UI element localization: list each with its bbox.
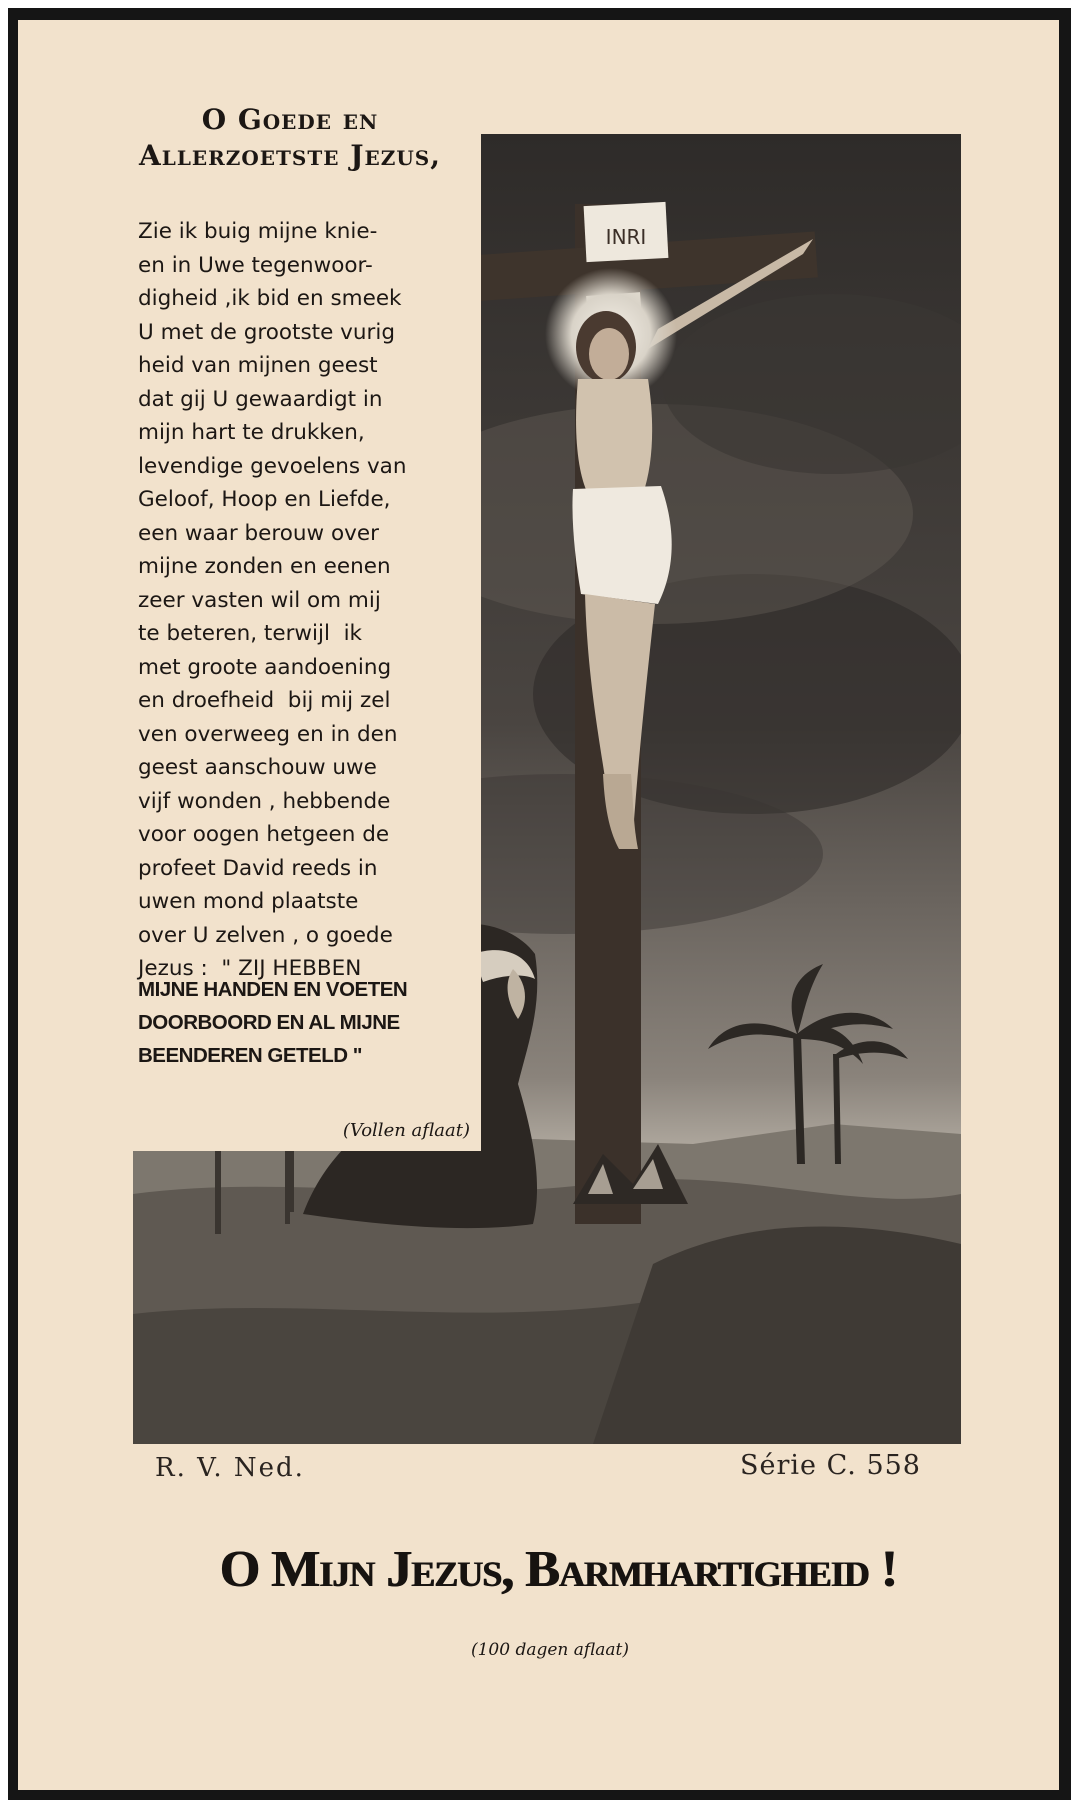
series-number: Série C. 558 [740, 1450, 921, 1481]
publisher-mark: R. V. Ned. [155, 1453, 305, 1483]
indulgence-note-ejaculation: (100 dagen aflaat) [470, 1640, 629, 1660]
prayer-line: dat gij U gewaardigt in [138, 386, 383, 412]
prayer-text [138, 215, 478, 986]
prayer-line: voor oogen hetgeen de [138, 822, 390, 847]
prayer-line: heid van mijnen geest [138, 353, 378, 378]
prayer-quote-line: BEENDEREN GETELD " [138, 1044, 362, 1067]
prayer-line: Geloof, Hoop en Liefde, [138, 487, 391, 512]
prayer-quote-line: MIJNE HANDEN EN VOETEN [138, 978, 408, 1001]
prayer-line: Zie ik buig mijne knie- [138, 219, 378, 244]
inri-label: INRI [605, 225, 647, 249]
indulgence-note-prayer: (Vollen aflaat) [342, 1120, 470, 1141]
prayer-line: mijne zonden en eenen [138, 554, 391, 579]
prayer-line: te beteren, terwijl ik [138, 621, 363, 646]
prayer-line: geest aanschouw uwe [138, 755, 377, 780]
prayer-quote-line: DOORBOORD EN AL MIJNE [138, 1011, 400, 1034]
prayer-quote [138, 973, 478, 1072]
prayer-line: levendige gevoelens van [138, 453, 407, 479]
prayer-line: ven overweeg en in den [138, 721, 398, 747]
prayer-line: met groote aandoening [138, 654, 392, 680]
prayer-line: Jezus : " ZIJ HEBBEN [138, 956, 362, 981]
prayer-line: en droefheid bij mij zel [138, 688, 391, 713]
prayer-line: zeer vasten wil om mij [138, 587, 381, 613]
prayer-line: een waar berouw over [138, 520, 379, 546]
prayer-line: mijn hart te drukken, [138, 420, 365, 445]
prayer-title: O Goede en Allerzoetste Jezus, [139, 103, 441, 172]
prayer-line: over U zelven , o goede [138, 922, 393, 948]
prayer-line: en in Uwe tegenwoor- [138, 252, 373, 278]
ejaculation-prayer: O Mijn Jezus, Barmhartigheid ! [219, 1541, 897, 1598]
prayer-line: digheid ,ik bid en smeek [138, 286, 402, 311]
prayer-line: uwen mond plaatste [138, 889, 359, 914]
prayer-line: vijf wonden , hebbende [138, 788, 391, 814]
prayer-line: profeet David reeds in [138, 855, 378, 881]
prayer-line: U met de grootste vurig [138, 319, 395, 345]
